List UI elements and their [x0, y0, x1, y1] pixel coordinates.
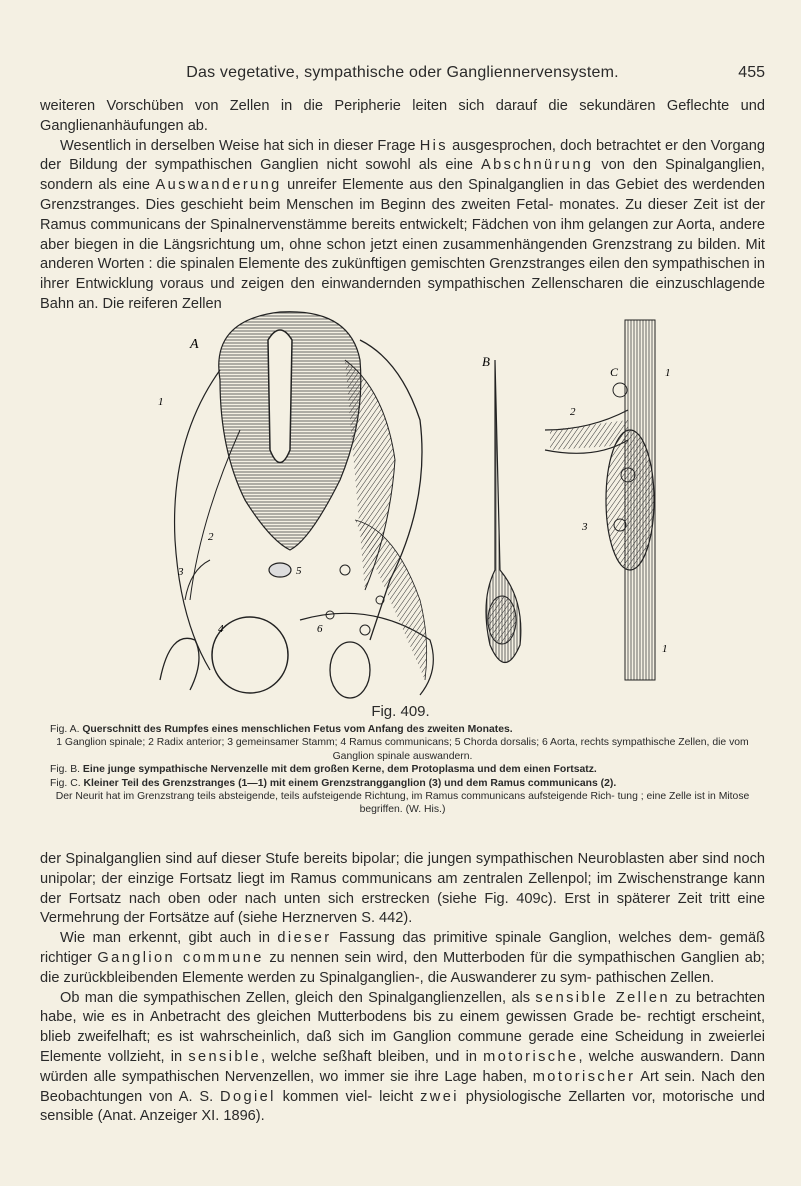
label-c1-bottom: 1	[662, 643, 668, 655]
label-c1-top: 1	[665, 367, 671, 379]
text-run: zu nennen sein wird, den Mutterboden für die sympathischen Ganglien ab; die zurückbleibenden Elemente werden zu Spinalganglien-, die Auswanderer zu sym- pathischen Zellen.	[40, 949, 765, 986]
anatomical-drawing	[150, 300, 690, 700]
text-run: Fassung das primitive spinale Ganglion, welches dem- gemäß richtiger	[40, 930, 765, 966]
text-run: physiologische Zellarten vor, motorische und sensible (Anat. Anzeiger XI. 1896).	[40, 1088, 765, 1125]
caption-c-text: Der Neurit hat im Grenzstrang teils absteigende, teils aufsteigende Richtung, im Ramus communicans aufsteigende Rich- tung ; eine Zelle ist in Mitose begriffen. (W. His.)	[55, 791, 750, 816]
paragraph	[40, 989, 765, 1128]
label-a: A	[190, 337, 199, 352]
page-number: 455	[738, 64, 765, 81]
caption-prefix: Fig. B.	[50, 764, 81, 776]
text-run: unreifer Elemente aus den Spinalganglien in das Gebiet des werdenden Grenzstranges. Dies geschieht beim Menschen im Beginn des zweiten Fetal- monates. Zu dieser Zeit ist der Ramus communicans der Spinalnervenstämme bereits entwickelt; Fädchen von ihm gelangen zur Aorta, andere aber biegen in die Längsrichtung um, ohne schon jetzt einen zusammenhängenden Grenzstrang zu bilden. Mit anderen Worten : die spinalen Elemente des zukünftigen gemischten Grenzstranges eilen den sympathischen in ihrer Entwicklung voraus und zeigen den einwandernden sympathischen Zellenscharen die einzuschlagende Bahn an. Die reiferen Zellen	[40, 177, 765, 312]
figure-409-illustration	[150, 300, 690, 700]
body-text-bottom	[40, 850, 765, 1127]
label-6: 6	[317, 623, 323, 635]
author-name: Dogiel	[220, 1088, 276, 1105]
label-5: 5	[296, 565, 302, 577]
fig-b	[482, 354, 521, 663]
caption-b	[50, 763, 755, 776]
fig-c	[545, 320, 671, 680]
caption-title: Querschnitt des Rumpfes eines menschlichen Fetus vom Anfang des zweiten Monates.	[82, 724, 513, 735]
author-name: His	[419, 137, 448, 154]
label-b: B	[482, 354, 490, 369]
emphasis-text: dieser	[277, 930, 332, 947]
emphasis-text: Ganglion commune	[97, 949, 264, 966]
label-c: C	[610, 365, 619, 379]
caption-a	[50, 723, 755, 736]
label-3: 3	[178, 566, 184, 578]
figure-label: Fig. 409.	[371, 703, 430, 720]
text-run: , welche seßhaft bleiben, und in	[261, 1048, 484, 1065]
text-run: Wie man erkennt, gibt auch in	[60, 930, 278, 947]
caption-prefix: Fig. C.	[50, 777, 81, 789]
caption-prefix: Fig. A.	[50, 724, 80, 735]
paragraph: weiteren Vorschüben von Zellen in die Peripherie leiten sich darauf die sekundären Geflechte und Ganglienanhäufungen ab.	[40, 98, 765, 134]
emphasis-text: sensible	[188, 1048, 262, 1065]
emphasis-text: motorischer	[532, 1068, 636, 1085]
text-run: Art sein. Nach den Beobachtungen von A. S.	[40, 1068, 765, 1105]
text-run: Wesentlich in derselben Weise hat sich in dieser Frage	[60, 137, 420, 154]
figure-caption	[50, 723, 755, 817]
paragraph	[40, 137, 765, 315]
fig-a	[158, 312, 433, 698]
emphasis-text: zwei	[420, 1088, 459, 1105]
caption-a-text: 1 Ganglion spinale; 2 Radix anterior; 3 gemeinsamer Stamm; 4 Ramus communicans; 5 Chorda dorsalis; 6 Aorta, rechts sympathische Zellen, die vom Ganglion spinale auswandern.	[56, 737, 749, 762]
emphasis-text: motorische	[483, 1048, 579, 1065]
emphasis-text: Abschnürung	[480, 157, 594, 174]
emphasis-text: Auswanderung	[155, 177, 282, 194]
caption-c	[50, 777, 755, 790]
label-1: 1	[158, 396, 164, 408]
caption-title: Eine junge sympathische Nervenzelle mit dem großen Kerne, dem Protoplasma und dem einen Fortsatz.	[82, 764, 597, 776]
paragraph	[40, 929, 765, 988]
caption-title: Kleiner Teil des Grenzstranges (1—1) mit einem Grenzstrangganglion (3) und dem Ramus communicans (2).	[83, 777, 617, 789]
label-4: 4	[218, 623, 224, 635]
label-2: 2	[208, 531, 214, 543]
paragraph: der Spinalganglien sind auf dieser Stufe bereits bipolar; die jungen sympathischen Neuroblasten aber sind noch unipolar; der einzige Fortsatz liegt im Ramus communicans am zentralen Zellenpol; im Zwischenstrange kann der Fortsatz nach oben oder nach unten sich erstrecken (siehe Fig. 409c). Erst in späterer Zeit tritt eine Vermehrung der Fortsätze auf (siehe Herznerven S. 442).	[40, 851, 765, 927]
body-text-top	[40, 97, 765, 315]
text-run: kommen viel- leicht	[275, 1088, 421, 1105]
text-run: von den Spinalganglien, sondern als eine	[40, 157, 765, 194]
text-run: , welche auswandern. Dann würden alle sympathischen Nervenzellen, wo immer sie ihre Lage haben,	[40, 1048, 765, 1085]
emphasis-text: sensible Zellen	[535, 989, 670, 1006]
page-header	[40, 64, 765, 88]
text-run: zu betrachten habe, wie es in Anbetracht des gleichen Mutterbodens bis zu einem gewissen Grade be- rechtigt erscheint, blieb zweifelhaft; es ist wahrscheinlich, daß sich im Ganglion commune gerade eine Scheidung in zweierlei Elemente vollzieht, in	[40, 989, 765, 1065]
label-c2: 2	[570, 406, 576, 418]
text-run: ausgesprochen, doch betrachtet er den Vorgang der Bildung der sympathischen Ganglien nicht sowohl als eine	[40, 137, 765, 174]
text-run: Ob man die sympathischen Zellen, gleich den Spinalganglienzellen, als	[60, 989, 536, 1006]
running-title: Das vegetative, sympathische oder Gangliennervensystem.	[186, 64, 619, 81]
label-c3: 3	[582, 521, 588, 533]
